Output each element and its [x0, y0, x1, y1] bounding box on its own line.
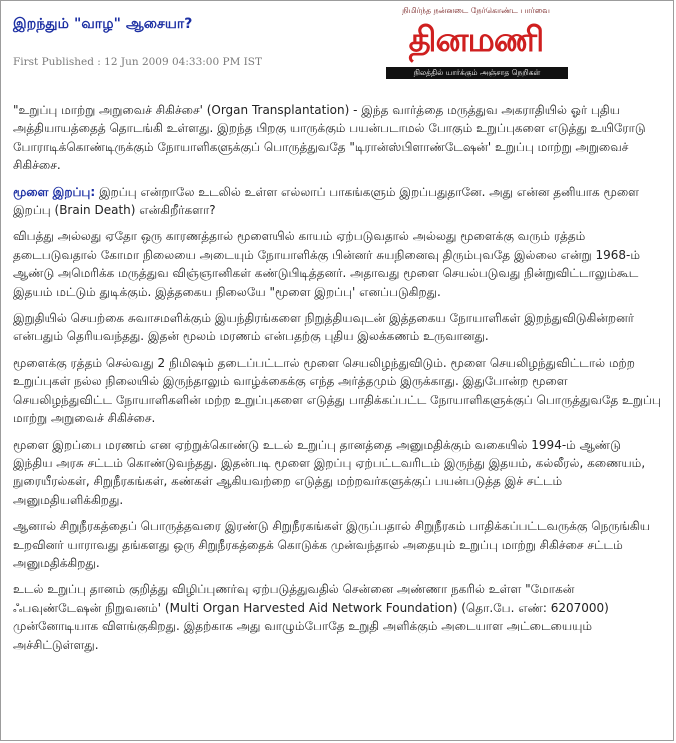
article-paragraph	[13, 354, 661, 428]
section-lead-in: மூளை இறப்பு:	[13, 184, 96, 199]
logo-wordmark: தினமணி	[408, 20, 544, 60]
logo-tagline-bottom: நிலத்தில் யார்க்கும் அஞ்சாத நெறிகள்	[386, 67, 568, 79]
dinamani-logo	[376, 5, 576, 85]
paragraph-text: மூளைக்கு ரத்தம் செல்வது 2 நிமிஷம் தடைப்பட்டால் மூளை செயலிழந்துவிடும். மூளை செயலிழந்துவிட்டால் மற்ற உறுப்புகள் நல்ல நிலையில் இருந்தாலும் வாழ்க்கைக்கு எந்த அர்த்தமும் இருக்காது. இதுபோன்ற மூளை செயலிழந்துவிட்ட நோயாளிகளின் மற்ற உறுப்புகளை எடுத்து பாதிக்கப்பட்ட நோயாளிகளுக்குப் பொருத்துவதே உறுப்பு மாற்று அறுவைச் சிகிச்சை.	[13, 355, 661, 426]
paragraph-text: இறப்பு என்றாலே உடலில் உள்ள எல்லாப் பாகங்களும் இறப்பதுதானே. அது என்ன தனியாக மூளை இறப்பு (Brain Death) என்கிறீர்களா?	[13, 184, 639, 218]
paragraph-text: ஆனால் சிறுநீரகத்தைப் பொருத்தவரை இரண்டு சிறுநீரகங்கள் இருப்பதால் சிறுநீரகம் பாதிக்கப்பட்டவருக்கு நெருங்கிய உறவினர் யாராவது தங்களது ஒரு சிறுநீரகத்தைக் கொடுக்க முன்வந்தால் அதையும் உறுப்பு மாற்று சிகிச்சை சட்டம் அனுமதிக்கிறது.	[13, 519, 651, 570]
article-header	[0, 0, 676, 90]
article-body	[13, 101, 661, 662]
paragraph-text: "உறுப்பு மாற்று அறுவைச் சிகிச்சை' (Organ Transplantation) - இந்த வார்த்தை மருத்துவ அகராதியில் ஓர் புதிய அத்தியாயத்தைத் தொடங்கி உள்ளது. இறந்த பிறகு யாருக்கும் பயன்படாமல் போகும் உறுப்புகளை எடுத்து உயிரோடு போராடிக்கொண்டிருக்கும் நோயாளிகளுக்குப் பொருத்துவதே "டிரான்ஸ்பிளாண்டேஷன்' உறுப்பு மாற்று அறுவைச் சிகிச்சை.	[13, 103, 646, 173]
logo-tagline-top: நிமிர்ந்த நன்னடை நேர்கொண்ட பார்வை	[402, 6, 550, 15]
article-paragraph	[13, 436, 661, 510]
paragraph-text: உடல் உறுப்பு தானம் குறித்து விழிப்புணர்வு ஏற்படுத்துவதில் சென்னை அண்ணா நகரில் உள்ள "மோகன் ஃபவுண்டேஷன் நிறுவனம்' (Multi Organ Harvested Aid Network Foundation) (தொ.பே. எண்: 6207000) முன்னோடியாக விளங்குகிறது. இதற்காக அது வாழும்போதே உறுதி அளிக்கும் அடையாள அட்டையையும் அச்சிட்டுள்ளது.	[13, 582, 609, 652]
article-headline: இறந்தும் "வாழ" ஆசையா?	[13, 16, 193, 32]
published-date: First Published : 12 Jun 2009 04:33:00 PM IST	[13, 56, 262, 68]
article-paragraph	[13, 580, 661, 654]
article-paragraph	[13, 183, 661, 220]
article-paragraph	[13, 101, 661, 175]
paragraph-text: இறுதியில் செயற்கை சுவாசமளிக்கும் இயந்திரங்களை நிறுத்தியவுடன் இத்தகைய நோயாளிகள் இறந்துவிடுகின்றனர் என்பதும் தெரியவந்தது. இதன் மூலம் மரணம் என்பதற்கு புதிய இலக்கணம் உருவானது.	[13, 311, 634, 344]
article-paragraph	[13, 227, 661, 301]
article-paragraph	[13, 309, 661, 346]
article-paragraph	[13, 517, 661, 572]
paragraph-text: விபத்து அல்லது ஏதோ ஒரு காரணத்தால் மூளையில் காயம் ஏற்படுவதால் அல்லது மூளைக்கு வரும் ரத்தம் தடைபடுவதால் கோமா நிலையை அடையும் நோயாளிக்கு பின்னர் சுயநினைவு திரும்புவதே இல்லை என்று 1968-ம் ஆண்டு அமெரிக்க மருத்துவ விஞ்ஞானிகள் கண்டுபிடித்தனர். அதாவது மூளை செயல்படுவது நின்றுவிட்டாலும்கூட இதயம் மட்டும் துடிக்கும். இத்தகைய நிலையே "மூளை இறப்பு' எனப்படுகிறது.	[13, 229, 640, 299]
paragraph-text: மூளை இறப்பை மரணம் என ஏற்றுக்கொண்டு உடல் உறுப்பு தானத்தை அனுமதிக்கும் வகையில் 1994-ம் ஆண்டு இந்திய அரசு சட்டம் கொண்டுவந்தது. இதன்படி மூளை இறப்பு ஏற்பட்டவரிடம் இருந்து இதயம், கல்லீரல், கணையம், நுரையீரல்கள், சிறுநீரகங்கள், கண்கள் ஆகியவற்றை எடுத்து மற்றவர்களுக்குப் பயன்படுத்த இச் சட்டம் அனுமதியளிக்கிறது.	[13, 437, 646, 507]
